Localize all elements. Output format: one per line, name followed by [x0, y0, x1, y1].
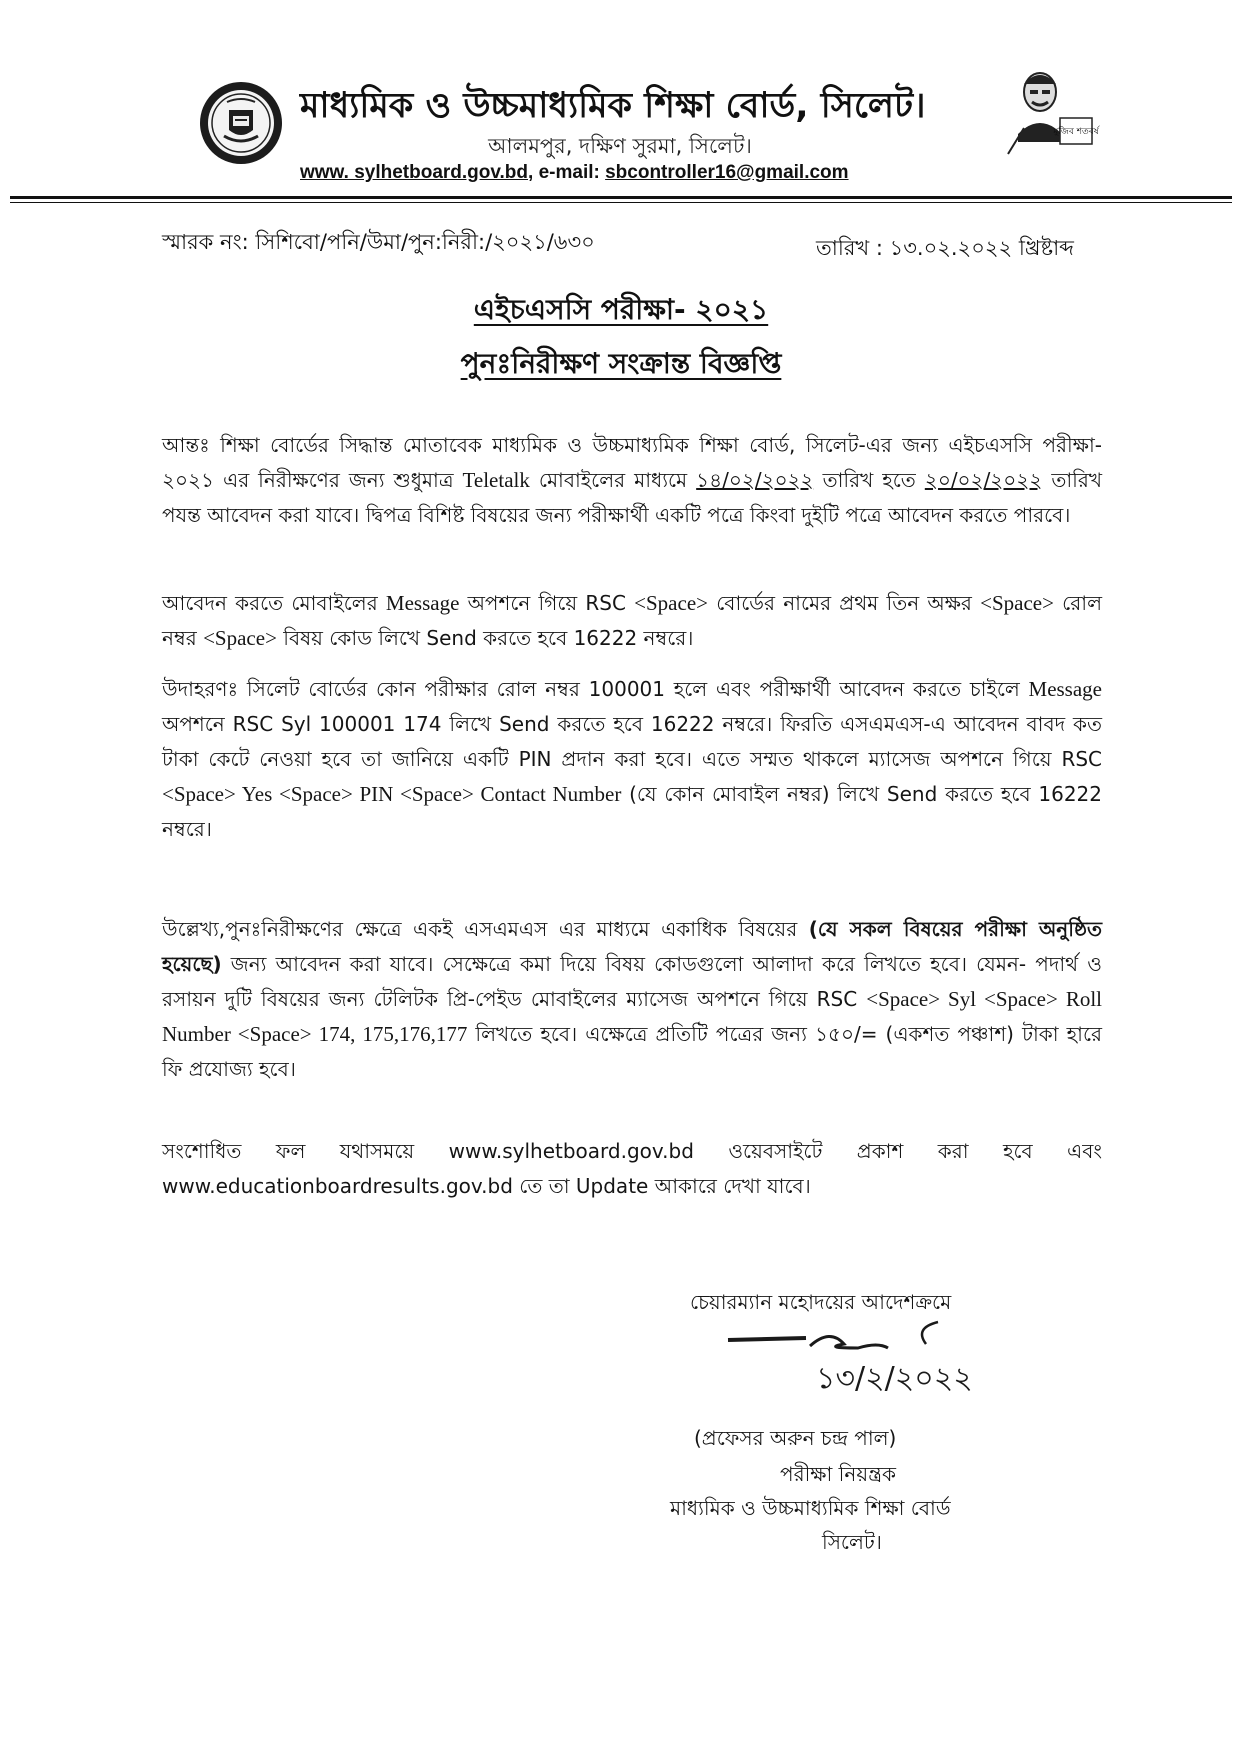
memo-reference: স্মারক নং: সিশিবো/পনি/উমা/পুন:নিরী:/২০২১/৬৩০ [162, 230, 595, 254]
p2-text-e: বিষয় কোড লিখে Send করতে হবে 16222 নম্বরে। [276, 626, 694, 650]
paragraph-multiple-subjects [162, 912, 1102, 1087]
signature-date: ১৩/২/২০২২ [816, 1361, 973, 1396]
board-address: আলমপুর, দক্ষিণ সুরমা, সিলেট। [488, 134, 752, 158]
email-link[interactable]: sbcontroller16@gmail.com [605, 162, 849, 183]
p2-text-b: অপশনে গিয়ে RSC [459, 591, 635, 615]
p4-text-b: জন্য আবেদন করা যাবে। সেক্ষেত্রে কমা দিয়ে বিষয় কোডগুলো আলাদা করে লিখতে হবে। যেমন- পদার্থ ও রসায়ন দুটি বিষয়ের জন্য টেলিটক প্রি-পেইড মোবাইলের ম্যাসেজ অপশনে গিয়ে RSC [162, 952, 1102, 1011]
p1-date-from: ১৪/০২/২০২২ [696, 468, 814, 492]
portrait-caption: মুজিব শতবর্ষ [1053, 127, 1099, 137]
paragraph-sms-format [162, 586, 1102, 656]
p3-text-b: অপশনে RSC Syl 100001 174 লিখে Send করতে হবে 16222 নম্বরে। ফিরতি এসএমএস-এ আবেদন বাবদ কত টাকা কেটে নেওয়া হবে তা জানিয়ে একটি PIN প্রদান করা হবে। এতে সম্মত থাকলে ম্যাসেজ অপশনে গিয়ে RSC [162, 712, 1102, 771]
heading-line-1: এইচএসসি পরীক্ষা- ২০২১ [473, 293, 769, 326]
by-order-of-chairman: চেয়ারম্যান মহোদয়ের আদেশক্রমে [690, 1290, 952, 1314]
p1-text-a: আন্তঃ শিক্ষা বোর্ডের সিদ্ধান্ত মোতাবেক মাধ্যমিক ও উচ্চমাধ্যমিক শিক্ষা বোর্ড, সিলেট-এর জন্য এইচএসসি পরীক্ষা- ২০২১ এর নিরীক্ষণের জন্য শুধুমাত্র [162, 433, 1102, 492]
mujib-portrait-icon [1004, 62, 1100, 158]
paragraph-application-window [162, 428, 1102, 533]
p2-space-3: <Space> [203, 626, 277, 650]
p4-bold-note: (যে সকল বিষয়ের পরীক্ষা অনুষ্ঠিত হয়েছে) [162, 917, 1102, 976]
p2-space-1: <Space> [634, 591, 708, 615]
signatory-board: মাধ্যমিক ও উচ্চমাধ্যমিক শিক্ষা বোর্ড [670, 1496, 951, 1520]
header-rule-thin [10, 202, 1232, 203]
memo-date: তারিখ : ১৩.০২.২০২২ খ্রিষ্টাব্দ [816, 236, 1074, 260]
email-label: , e-mail: [528, 162, 606, 183]
p1-date-to: ২০/০২/২০২২ [924, 468, 1043, 492]
signatory-title: পরীক্ষা নিয়ন্ত্রক [780, 1462, 896, 1486]
p2-message: Message [385, 591, 460, 615]
signatory-city: সিলেট। [822, 1530, 882, 1554]
p3-yes-pin: <Space> Yes <Space> PIN <Space> Contact Number [162, 782, 622, 806]
p1-teletalk: Teletalk [462, 468, 530, 492]
p1-text-b: মোবাইলের মাধ্যমে [529, 468, 697, 492]
p2-text-c: বোর্ডের নামের প্রথম তিন অক্ষর [707, 591, 981, 615]
p3-text-a: উদাহরণঃ সিলেট বোর্ডের কোন পরীক্ষার রোল নম্বর 100001 হলে এবং পরীক্ষার্থী আবেদন করতে চাইলে [162, 677, 1029, 701]
signatory-name: (প্রফেসর অরুন চন্দ্র পাল) [694, 1426, 897, 1450]
p3-message: Message [1028, 677, 1102, 701]
p4-syl-format: <Space> Syl <Space> Roll Number <Space> 174, 175,176,177 [162, 987, 1102, 1046]
paragraph-result-publication: সংশোধিত ফল যথাসময়ে www.sylhetboard.gov.bd ওয়েবসাইটে প্রকাশ করা হবে এবং www.educationboardresults.gov.bd তে তা Update আকারে দেখা যাবে। [162, 1139, 1102, 1198]
p4-text-a: উল্লেখ্য,পুনঃনিরীক্ষণের ক্ষেত্রে একই এসএমএস এর মাধ্যমে একাধিক বিষয়ের [162, 917, 809, 941]
p2-text-d: রোল নম্বর [162, 591, 1102, 650]
website-link[interactable]: www. sylhetboard.gov.bd [300, 162, 529, 183]
notice-heading-subject [0, 342, 1242, 389]
board-contact [300, 162, 980, 184]
p1-text-d: তারিখ পযন্ত আবেদন করা যাবে। দ্বিপত্র বিশিষ্ট বিষয়ের জন্য পরীক্ষার্থী একটি পত্রে কিংবা দুইটি পত্রে আবেদন করতে পারবে। [162, 468, 1102, 527]
board-name: মাধ্যমিক ও উচ্চমাধ্যমিক শিক্ষা বোর্ড, সিলেট। [300, 86, 926, 126]
p1-text-c: তারিখ হতে [813, 468, 925, 492]
notice-heading-exam [0, 288, 1242, 335]
handwritten-signature-icon [718, 1318, 1018, 1418]
p2-space-2: <Space> [980, 591, 1054, 615]
header-rule-thick [10, 196, 1232, 199]
board-seal-icon [198, 80, 284, 166]
p2-text-a: আবেদন করতে মোবাইলের [162, 591, 386, 615]
p4-text-c: লিখতে হবে। এক্ষেত্রে প্রতিটি পত্রের জন্য ১৫০/= (একশত পঞ্চাশ) টাকা হারে ফি প্রযোজ্য হবে। [162, 1022, 1102, 1081]
p3-text-c: (যে কোন মোবাইল নম্বর) লিখে Send করতে হবে 16222 নম্বরে। [162, 782, 1102, 841]
heading-line-2: পুনঃনিরীক্ষণ সংক্রান্ত বিজ্ঞপ্তি [460, 347, 782, 380]
paragraph-example [162, 672, 1102, 847]
